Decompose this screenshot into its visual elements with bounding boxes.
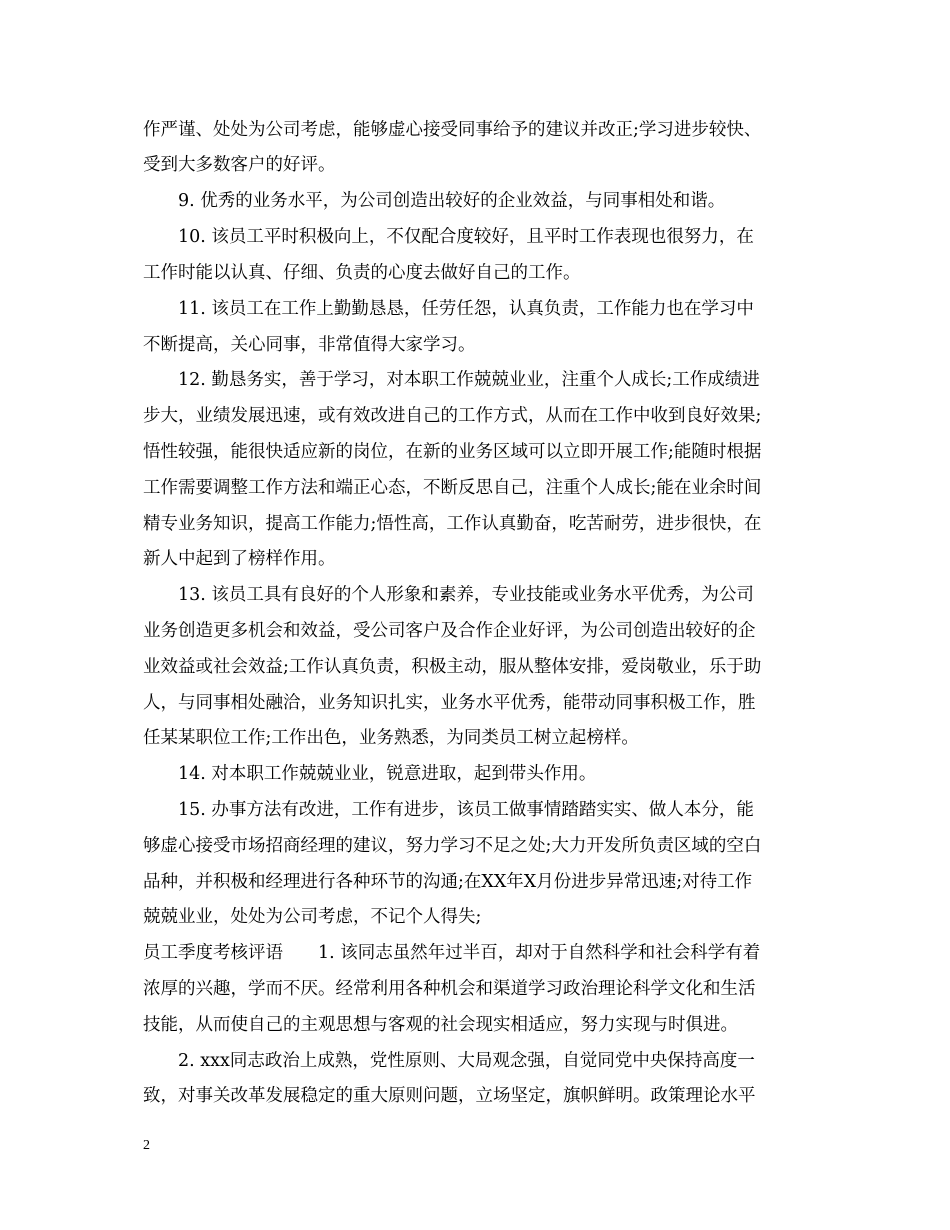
text-line: 新人中起到了榜样作用。 — [143, 549, 336, 569]
text-line: 业效益或社会效益;工作认真负责，积极主动，服从整体安排，爱岗敬业，乐于助 — [143, 657, 762, 677]
text-line: 14. 对本职工作兢兢业业，锐意进取，起到带头作用。 — [178, 764, 597, 784]
text-line: 技能，从而使自己的主观思想与客观的社会现实相适应，努力实现与时俱进。 — [143, 1015, 738, 1035]
text-line: 受到大多数客户的好评。 — [143, 155, 336, 175]
text-line: 13. 该员工具有良好的个人形象和素养，专业技能或业务水平优秀，为公司 — [178, 585, 754, 605]
text-line: 致，对事关改革发展稳定的重大原则问题，立场坚定，旗帜鲜明。政策理论水平 — [143, 1086, 756, 1106]
text-line: 品种，并积极和经理进行各种环节的沟通;在XX年X月份进步异常迅速;对待工作 — [143, 872, 753, 892]
text-line: 够虚心接受市场招商经理的建议，努力学习不足之处;大力开发所负责区域的空白 — [143, 836, 762, 856]
text-line: 9. 优秀的业务水平，为公司创造出较好的企业效益，与同事相处和谐。 — [178, 191, 726, 211]
text-line: 人，与同事相处融洽，业务知识扎实，业务水平优秀，能带动同事积极工作，胜 — [143, 693, 756, 713]
text-line: 作严谨、处处为公司考虑，能够虚心接受同事给予的建议并改正;学习进步较快、 — [143, 120, 762, 140]
text-line: 11. 该员工在工作上勤勤恳恳，任劳任怨，认真负责，工作能力也在学习中 — [178, 299, 754, 319]
text-line: 12. 勤恳务实，善于学习，对本职工作兢兢业业，注重个人成长;工作成绩进 — [178, 370, 760, 390]
text-line: 步大，业绩发展迅速，或有效改进自己的工作方式，从而在工作中收到良好效果; — [143, 406, 762, 426]
text-line: 2. xxx同志政治上成熟，党性原则、大局观念强，自觉同党中央保持高度一 — [178, 1051, 755, 1071]
text-line: 工作需要调整工作方法和端正心态，不断反思自己，注重个人成长;能在业余时间 — [143, 478, 762, 498]
text-line: 悟性较强，能很快适应新的岗位，在新的业务区域可以立即开展工作;能随时根据 — [143, 442, 762, 462]
text-line: 10. 该员工平时积极向上，不仅配合度较好，且平时工作表现也很努力，在 — [178, 227, 754, 247]
text-line: 任某某职位工作;工作出色，业务熟悉，为同类员工树立起榜样。 — [143, 728, 639, 748]
text-line: 兢兢业业，处处为公司考虑，不记个人得失; — [143, 907, 482, 927]
text-line: 精专业务知识，提高工作能力;悟性高，工作认真勤奋，吃苦耐劳，进步很快，在 — [143, 514, 762, 534]
text-line: 员工季度考核评语 1. 该同志虽然年过半百，却对于自然科学和社会科学有着 — [143, 943, 761, 963]
text-line: 不断提高，关心同事，非常值得大家学习。 — [143, 335, 476, 355]
text-line: 浓厚的兴趣，学而不厌。经常利用各种机会和渠道学习政治理论科学文化和生活 — [143, 979, 756, 999]
page-number: 2 — [143, 1138, 150, 1153]
text-line: 工作时能以认真、仔细、负责的心度去做好自己的工作。 — [143, 263, 581, 283]
text-line: 业务创造更多机会和效益，受公司客户及合作企业好评，为公司创造出较好的企 — [143, 621, 756, 641]
text-line: 15. 办事方法有改进，工作有进步，该员工做事情踏踏实实、做人本分，能 — [178, 800, 754, 820]
